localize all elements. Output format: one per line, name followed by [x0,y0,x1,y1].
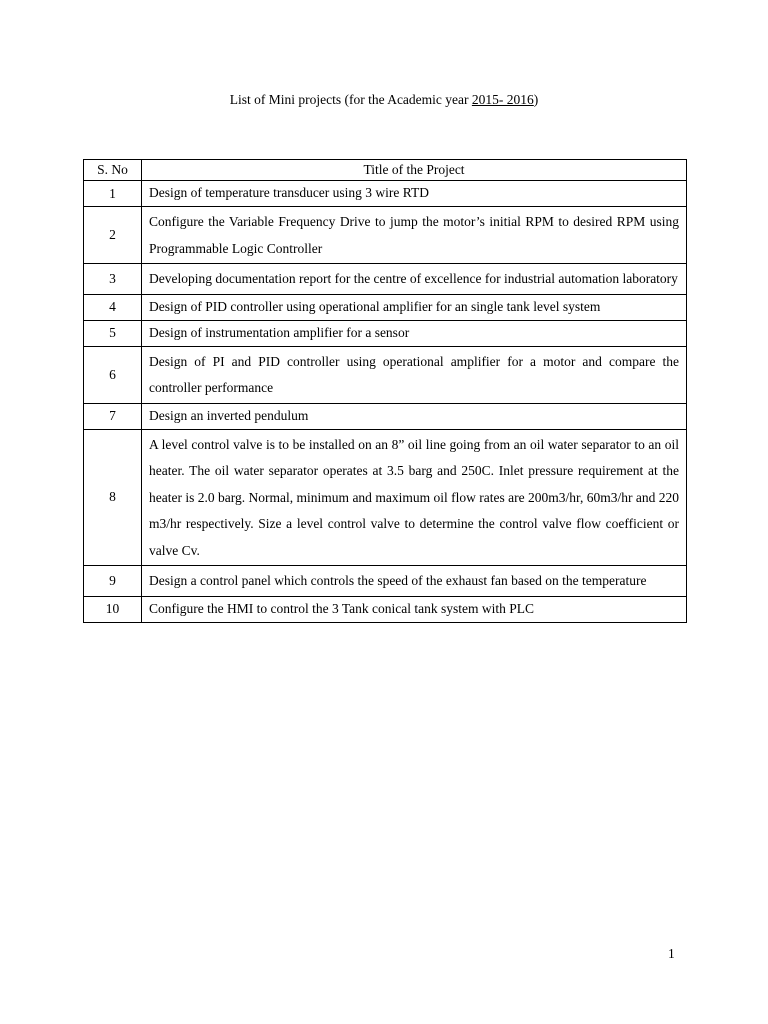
projects-table [83,159,687,623]
row-title: Design of temperature transducer using 3 wire RTD [142,181,687,207]
title-prefix: List of Mini projects (for the Academic year [229,92,472,107]
table-row [84,566,687,597]
row-sno: 3 [84,264,142,295]
row-sno: 10 [84,596,142,622]
row-sno: 9 [84,566,142,597]
page-number: 1 [668,946,675,961]
row-sno: 6 [84,346,142,403]
row-sno: 8 [84,429,142,566]
table-row [84,294,687,320]
table-row [84,429,687,566]
row-title: Configure the HMI to control the 3 Tank conical tank system with PLC [142,596,687,622]
row-title: Design of instrumentation amplifier for a sensor [142,320,687,346]
table-row [84,596,687,622]
row-title: Design an inverted pendulum [142,403,687,429]
row-sno: 5 [84,320,142,346]
row-title: Design of PID controller using operational amplifier for an single tank level system [142,294,687,320]
table-row [84,320,687,346]
table-header-row [84,160,687,181]
row-title: Configure the Variable Frequency Drive to jump the motor’s initial RPM to desired RPM using Programmable Logic Controller [142,207,687,264]
table-row [84,264,687,295]
row-title: Design of PI and PID controller using operational amplifier for a motor and compare the controller performance [142,346,687,403]
table-row [84,403,687,429]
column-header-sno: S. No [84,160,142,181]
title-year: 2015- 2016 [471,92,534,107]
row-title: Developing documentation report for the centre of excellence for industrial automation laboratory [142,264,687,295]
row-sno: 7 [84,403,142,429]
column-header-title: Title of the Project [142,160,687,181]
row-sno: 2 [84,207,142,264]
table-row [84,346,687,403]
row-title: A level control valve is to be installed on an 8” oil line going from an oil water separator to an oil heater. The oil water separator operates at 3.5 barg and 250C. Inlet pressure requirement at the heater is 2.0 barg. Normal, minimum and maximum oil flow rates are 200m3/hr, 60m3/hr and 220 m3/hr respectively. Size a level control valve to determine the control valve flow coefficient or valve Cv. [142,429,687,566]
table-row [84,181,687,207]
row-sno: 1 [84,181,142,207]
row-sno: 4 [84,294,142,320]
page-title [0,92,768,108]
row-title: Design a control panel which controls the speed of the exhaust fan based on the temperature [142,566,687,597]
table-row [84,207,687,264]
title-suffix: ) [533,92,539,107]
